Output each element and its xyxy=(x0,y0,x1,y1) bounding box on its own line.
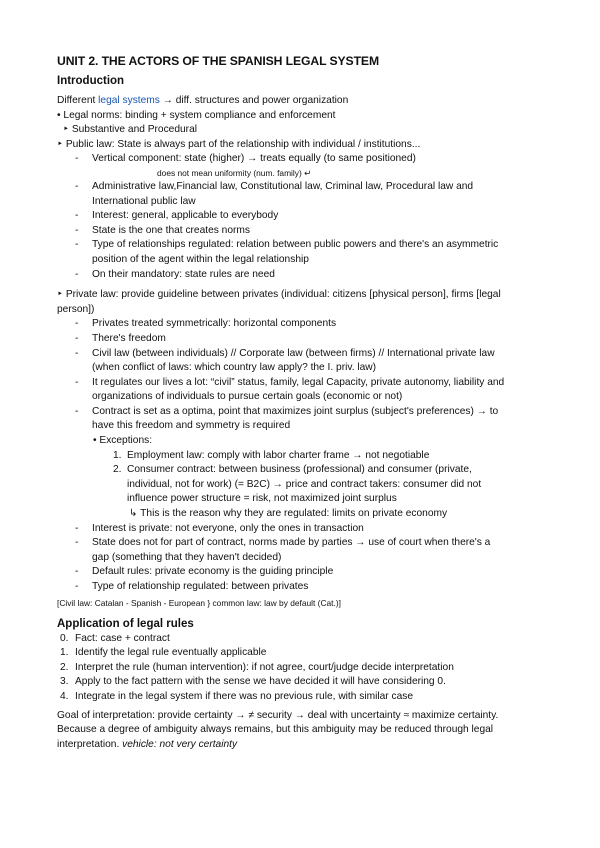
step-text: Fact: case + contract xyxy=(75,632,170,644)
goal-line: Because a degree of ambiguity always remains, but this ambiguity may be reduced through legal xyxy=(57,724,494,736)
list-item-cont: organizations of individuals to pursue certain goals (economic or not) xyxy=(92,391,403,403)
step-text: Integrate in the legal system if there was no previous rule, with similar case xyxy=(75,690,414,702)
substantive-line: ‣ Substantive and Procedural xyxy=(63,124,197,136)
exception-text: Employment law: comply with labor charter frame → not negotiable xyxy=(127,449,430,461)
list-item: - Type of relationship regulated: between privates xyxy=(57,580,545,595)
step-number: 1. xyxy=(60,647,69,659)
civil-law-note: [Civil law: Catalan - Spanish - European } common law: law by default (Cat.)] xyxy=(57,597,341,608)
list-item: - State does not for part of contract, norms made by parties → use of court when there's a xyxy=(57,536,545,551)
exception-number: 2. xyxy=(113,464,122,476)
list-item: - Privates treated symmetrically: horizontal components xyxy=(57,317,545,332)
list-item-cont: International public law xyxy=(92,195,196,207)
list-item: - Type of relationships regulated: relation between public powers and there's an asymmetric xyxy=(57,238,545,253)
step-item xyxy=(57,661,545,676)
list-item-cont: position of the agent within the legal relationship xyxy=(92,253,309,265)
document-page xyxy=(57,54,545,752)
application-heading: Application of legal rules xyxy=(57,617,194,630)
private-law-line-cont: person]) xyxy=(57,303,95,315)
different-line xyxy=(57,94,545,109)
intro-heading: Introduction xyxy=(57,75,125,87)
list-item: - Interest is private: not everyone, only the ones in transaction xyxy=(57,522,545,537)
exception-item xyxy=(57,449,545,464)
list-item: - Contract is set as a optima, point that maximizes joint surplus (subject's preferences) → to xyxy=(57,405,545,420)
goal-line: Goal of interpretation: provide certainty → ≠ security → deal with uncertainty ≈ maximize certainty. xyxy=(57,709,499,721)
page-title: UNIT 2. THE ACTORS OF THE SPANISH LEGAL SYSTEM xyxy=(57,54,380,68)
exception-number: 1. xyxy=(113,449,122,461)
public-law-line: ‣ Public law: State is always part of the relationship with individual / institutions... xyxy=(57,138,421,150)
step-number: 2. xyxy=(60,661,69,673)
list-item: - There's freedom xyxy=(57,332,545,347)
step-number: 0. xyxy=(60,632,69,644)
step-item xyxy=(57,675,545,690)
exception-item xyxy=(57,463,545,478)
list-item-cont: gap (something that they haven't decided) xyxy=(92,551,282,563)
list-item-cont: have this freedom and symmetry is required xyxy=(92,420,291,432)
list-item: - Interest: general, applicable to everybody xyxy=(57,209,545,224)
legal-systems-link[interactable]: legal systems xyxy=(98,95,160,106)
list-item: - Administrative law,Financial law, Constitutional law, Criminal law, Procedural law and xyxy=(57,180,545,195)
step-item xyxy=(57,632,545,647)
step-text: Interpret the rule (human intervention): if not agree, court/judge decide interpretation xyxy=(75,661,454,673)
exception-cont: influence power structure = risk, not maximized joint surplus xyxy=(127,493,397,505)
step-item xyxy=(57,690,545,705)
list-item-cont: (when conflict of laws: which country law apply? the I. priv. law) xyxy=(92,362,377,374)
legal-norms-line: • Legal norms: binding + system compliance and enforcement xyxy=(57,109,336,121)
goal-text: interpretation. xyxy=(57,738,123,750)
step-item xyxy=(57,646,545,661)
list-item: - Vertical component: state (higher) → treats equally (to same positioned) xyxy=(57,152,545,167)
different-suffix: → diff. structures and power organization xyxy=(159,95,349,106)
different-prefix: Different xyxy=(57,95,99,106)
vertical-note: does not mean uniformity (num. family) ↵ xyxy=(157,167,312,178)
goal-annotation: vehicle: not very certainty xyxy=(122,738,238,750)
step-text: Identify the legal rule eventually applicable xyxy=(75,647,267,659)
exception-text: Consumer contract: between business (professional) and consumer (private, xyxy=(127,464,472,476)
list-item: - It regulates our lives a lot: “civil” status, family, legal Capacity, private autonomy, liability and xyxy=(57,376,545,391)
step-text: Apply to the fact pattern with the sense we have decided it will have considering 0. xyxy=(75,676,446,688)
list-item: - Civil law (between individuals) // Corporate law (between firms) // International private law xyxy=(57,347,545,362)
application-steps xyxy=(57,632,545,705)
exceptions-label: • Exceptions: xyxy=(93,435,153,447)
list-item: - Default rules: private economy is the guiding principle xyxy=(57,565,545,580)
step-number: 4. xyxy=(60,690,69,702)
exception-reason: ↳ This is the reason why they are regulated: limits on private economy xyxy=(129,508,448,520)
step-number: 3. xyxy=(60,676,69,688)
list-item: - State is the one that creates norms xyxy=(57,224,545,239)
exception-cont: individual, not for work) (= B2C) → price and contract takers: consumer did not xyxy=(127,478,482,490)
private-law-line: ‣ Private law: provide guideline between privates (individual: citizens [physical person], firms [legal xyxy=(57,289,501,301)
list-item: - On their mandatory: state rules are need xyxy=(57,268,545,283)
goal-line xyxy=(57,738,545,753)
